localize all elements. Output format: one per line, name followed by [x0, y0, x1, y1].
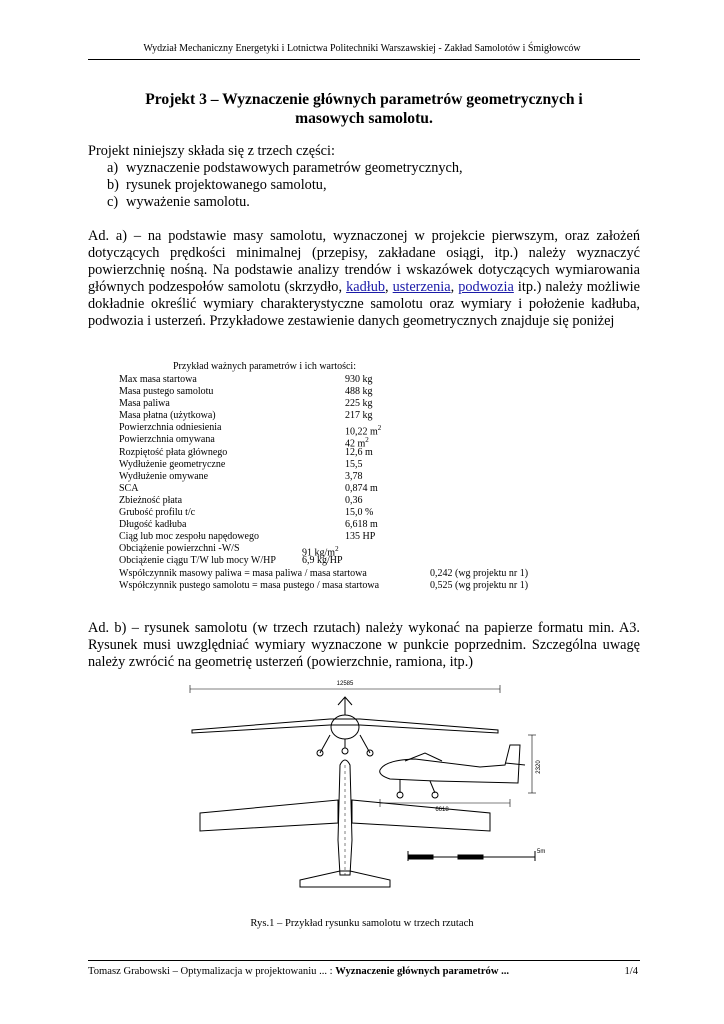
figure-caption: Rys.1 – Przykład rysunku samolotu w trzech rzutach [250, 918, 474, 929]
table-row [119, 579, 529, 592]
table-row [119, 567, 529, 580]
parameter-value: 6,618 m [345, 519, 378, 531]
header-rule [88, 59, 640, 60]
parameter-value: 135 HP [345, 531, 376, 543]
parameter-label: Obciążenie ciągu T/W lub mocy W/HP [119, 555, 276, 567]
title-line-1: Projekt 3 – Wyznaczenie głównych parametrów geometrycznych i [145, 91, 583, 108]
footer-bold-title: Wyznaczenie głównych parametrów ... [335, 966, 510, 977]
table-row [119, 471, 379, 483]
parameter-label: Rozpiętość płata głównego [119, 446, 228, 458]
table-row [119, 410, 379, 422]
document-title [88, 90, 640, 128]
parameter-value: 0,874 m [345, 482, 378, 494]
table-row [119, 519, 379, 531]
table-row [119, 374, 379, 386]
parameter-value: 42 $m^2$ [345, 436, 369, 450]
parameter-value: 225 kg [345, 398, 373, 410]
table-title: Przykład ważnych parametrów i ich wartości: [173, 361, 356, 372]
table-row [119, 543, 379, 559]
parameter-value: 0,36 [345, 494, 363, 506]
parameter-value: 15,5 [345, 458, 363, 470]
parameter-label: Współczynnik masowy paliwa = masa paliwa / masa startowa [119, 567, 367, 579]
parameter-label: Max masa startowa [119, 374, 197, 385]
height-dimension: 2320 [536, 760, 542, 774]
footer-rule [88, 960, 640, 961]
length-dimension: 6618 [435, 807, 449, 813]
ad-b-paragraph: Ad. b) – rysunek samolotu (w trzech rzutach) należy wykonać na papierze formatu min. A3. Rysunek musi uwzględniać wymiary wyznaczone w punkcie poprzednim. Szczególna uwagę należy zwrócić na geometrię usterzeń (powierzchnie, ramiona, itp.) [88, 620, 640, 670]
parameter-label: Ciąg lub moc zespołu napędowego [119, 531, 259, 543]
parameter-value: 930 kg [345, 374, 373, 385]
table-row [119, 483, 379, 495]
list-item: a) wyznaczenie podstawowych parametrów geometrycznych, [107, 160, 463, 176]
ad-a-paragraph: Ad. a) – na podstawie masy samolotu, wyznaczonej w projekcie pierwszym, oraz założeń dotyczących prędkości minimalnej (przepisy, zakładane osiągi, itp.) należy wyznaczyć powierzchnię nośną. Na podstawie analizy trendów i wskazówek dotyczących wymiarowania głównych podzespołów samolotu (skrzydło, kadłub, usterzenia, podwozia itp.) należy możliwie dokładnie określić wymiary charakterystyczne samolotu oraz wymiary i położenie kadłuba, podwozia i usterzeń. Przykładowe zestawienie danych geometrycznych znajduje się poniżej [88, 228, 640, 329]
parameter-value: 10,22 $m^2$ [345, 424, 382, 438]
aircraft-three-view-drawing [180, 675, 560, 915]
link-kadlub[interactable]: kadłub [346, 279, 386, 295]
table-row [119, 447, 379, 459]
list-item: c) wyważenie samolotu. [107, 194, 250, 210]
table-row [119, 531, 379, 543]
page-number: 1/4 [624, 966, 638, 977]
parameter-value: 91 $kg/m^2$ [302, 545, 339, 559]
parameter-label: SCA [119, 482, 139, 494]
parameter-label: Wydłużenie omywane [119, 470, 209, 482]
parameter-value: 0,525 (wg projektu nr 1) [430, 579, 529, 591]
parameter-label: Masa paliwa [119, 398, 170, 410]
parameter-value: 12,6 m [345, 446, 373, 458]
span-dimension: 12585 [336, 681, 354, 687]
page-footer: Tomasz Grabowski – Optymalizacja w projektowaniu ... : Wyznaczenie głównych parametrów ... [88, 966, 510, 977]
table-row [119, 495, 379, 507]
parameter-label: Wydłużenie geometryczne [119, 458, 226, 470]
scale-unit: 5m [537, 849, 546, 855]
parameters-table [119, 374, 529, 592]
parameter-label: Powierzchnia odniesienia [119, 422, 222, 434]
table-row [119, 555, 379, 567]
title-line-2: masowych samolotu. [295, 110, 433, 127]
parameter-value: 3,78 [345, 470, 363, 482]
parameter-label: Grubość profilu t/c [119, 507, 196, 519]
parameter-label: Współczynnik pustego samolotu = masa pustego / masa startowa [119, 579, 380, 591]
parameter-value: 0,242 (wg projektu nr 1) [430, 567, 529, 579]
parameter-label: Zbieżność płata [119, 494, 183, 506]
parameter-value: 6,9 kg/HP [302, 555, 343, 567]
parameter-label: Powierzchnia omywana [119, 434, 215, 446]
table-row [119, 386, 379, 398]
parameter-value: 217 kg [345, 410, 373, 422]
parameter-label: Masa płatna (użytkowa) [119, 410, 216, 422]
parameter-label: Obciążenie powierzchni -W/S [119, 543, 240, 555]
table-row [119, 507, 379, 519]
link-usterzenia[interactable]: usterzenia [392, 279, 451, 295]
table-row [119, 422, 382, 438]
parameter-label: Długość kadłuba [119, 519, 187, 531]
parameter-value: 15,0 % [345, 507, 374, 519]
parameter-label: Masa pustego samolotu [119, 386, 214, 398]
table-row [119, 434, 379, 450]
list-item: b) rysunek projektowanego samolotu, [107, 177, 327, 193]
parts-list [107, 160, 463, 211]
table-row [119, 398, 379, 410]
page-header: Wydział Mechaniczny Energetyki i Lotnictwa Politechniki Warszawskiej - Zakład Samolotów i Śmigłowców [143, 43, 581, 54]
intro-text: Projekt niniejszy składa się z trzech części: [88, 143, 335, 159]
link-podwozia[interactable]: podwozia [458, 279, 514, 295]
table-row [119, 459, 379, 471]
parameter-value: 488 kg [345, 386, 373, 398]
